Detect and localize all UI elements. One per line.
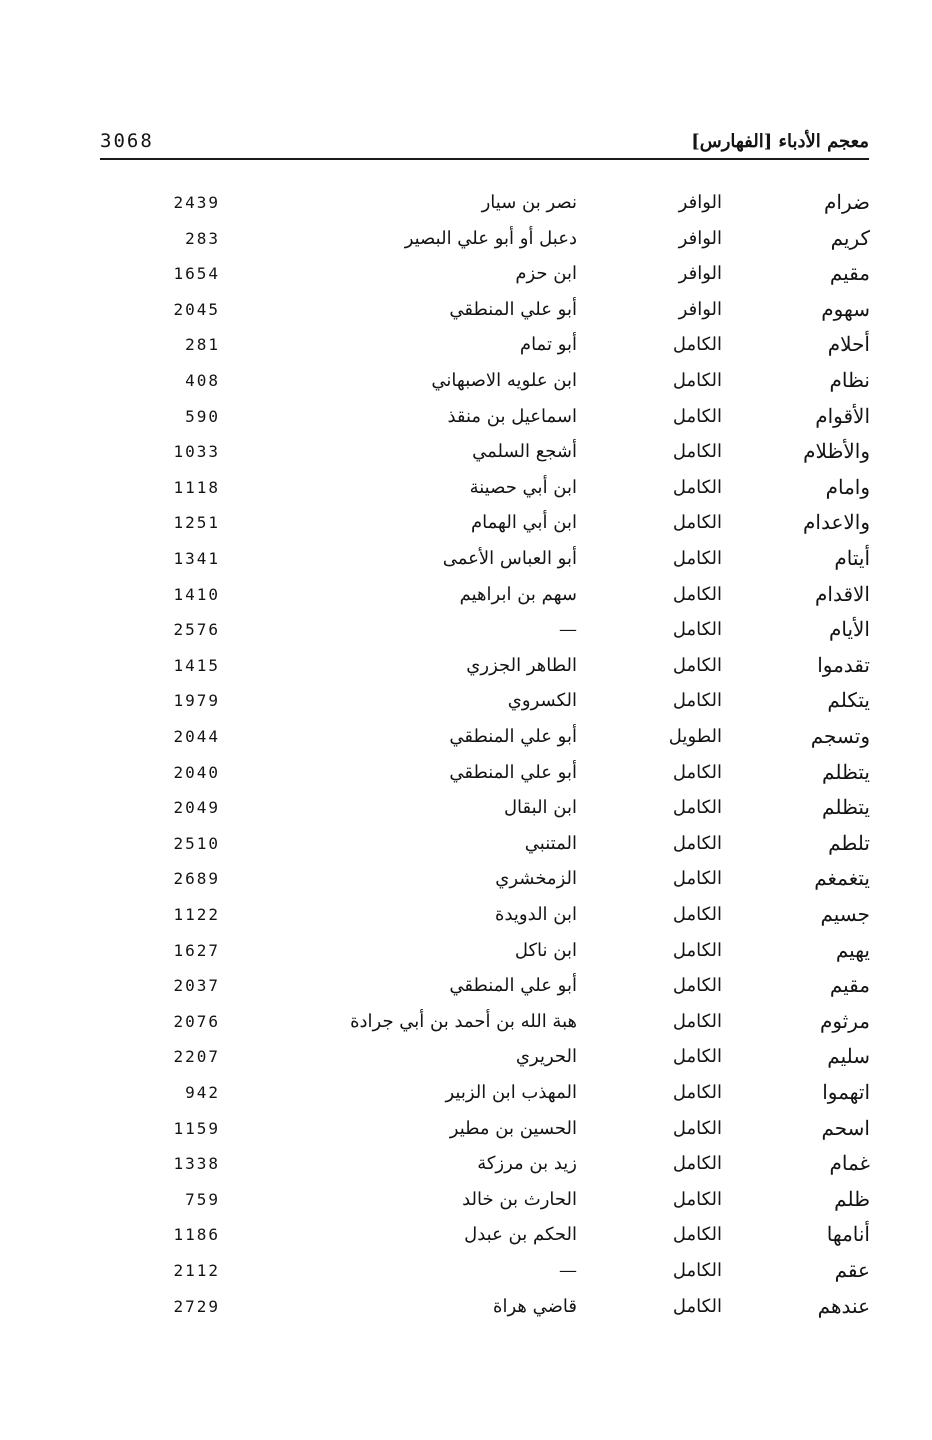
poet-name: دعبل أو أبو علي البصير (404, 227, 577, 249)
table-row (0, 1182, 932, 1217)
rhyme-word: والأظلام (803, 439, 870, 464)
rhyme-word: ضرام (824, 190, 870, 214)
poet-name: قاضي هراة (493, 1295, 577, 1317)
meter-name: الكامل (672, 797, 722, 819)
meter-name: الكامل (672, 654, 722, 676)
rhyme-word: يتكلم (827, 688, 870, 713)
poet-name: زيد بن مرزكة (477, 1153, 577, 1175)
meter-name: الوافر (678, 263, 722, 285)
page-ref: 590 (185, 406, 220, 426)
poet-name: ابن حزم (515, 263, 577, 285)
rhyme-word: الاقدام (815, 581, 870, 606)
meter-name: الكامل (672, 761, 722, 783)
page-ref: 1627 (173, 940, 220, 960)
page-ref: 1410 (173, 584, 220, 604)
table-row (0, 470, 932, 505)
meter-name: الكامل (672, 1224, 722, 1246)
poet-name: أبو تمام (519, 334, 577, 356)
meter-name: الكامل (672, 512, 722, 534)
page-ref: 283 (185, 228, 220, 248)
meter-name: الكامل (672, 1117, 722, 1139)
rhyme-word: تقدموا (817, 652, 870, 677)
meter-name: الكامل (672, 832, 722, 854)
page-ref: 1033 (173, 442, 220, 462)
meter-name: الكامل (672, 1046, 722, 1068)
meter-name: الكامل (672, 1188, 722, 1210)
rhyme-word: نظام (829, 368, 870, 392)
meter-name: الكامل (672, 939, 722, 961)
table-row (0, 1111, 932, 1146)
poet-name: ابن البقال (503, 797, 577, 819)
poet-name: المهذب ابن الزبير (445, 1082, 577, 1103)
rhyme-word: سهوم (821, 296, 870, 321)
rhyme-word: أنامها (826, 1222, 870, 1247)
rhyme-word: مرثوم (819, 1008, 870, 1033)
page-ref: 2576 (173, 620, 220, 640)
meter-name: الكامل (672, 690, 722, 712)
page-number: 3068 (100, 130, 154, 152)
rhyme-word: الأقوام (815, 403, 870, 428)
poet-name: أشجع السلمي (472, 441, 577, 463)
table-row (0, 327, 932, 362)
table-row (0, 612, 932, 647)
table-row (0, 1253, 932, 1288)
meter-name: الوافر (678, 298, 722, 320)
poet-name: سهم بن ابراهيم (459, 583, 577, 605)
page-ref: 1122 (173, 905, 220, 924)
page-ref: 2040 (173, 762, 220, 782)
rhyme-word: عقم (834, 1258, 870, 1282)
rhyme-word: يتظلم (822, 759, 870, 784)
page-ref: 2689 (173, 869, 220, 889)
rhyme-word: ظلم (834, 1186, 870, 1211)
meter-name: الكامل (672, 370, 722, 391)
poet-name: الحكم بن عبدل (464, 1224, 577, 1246)
meter-name: الكامل (672, 334, 722, 356)
poet-name: الزمخشري (495, 868, 577, 890)
meter-name: الكامل (672, 619, 722, 641)
poet-name: المتنبي (524, 832, 577, 854)
page-ref: 759 (185, 1189, 220, 1209)
page-ref: 1979 (173, 691, 220, 711)
table-row (0, 399, 932, 434)
page-ref: 1341 (173, 549, 220, 568)
poet-name: ابن علويه الاصبهاني (431, 370, 577, 391)
table-row (0, 683, 932, 718)
meter-name: الكامل (672, 975, 722, 997)
table-row (0, 933, 932, 968)
poet-name: ابن أبي الهمام (471, 512, 577, 534)
rhyme-word: مقيم (829, 261, 870, 286)
poet-name: ابن أبي حصينة (469, 476, 577, 498)
page-ref: 1186 (173, 1225, 220, 1245)
rhyme-word: مقيم (829, 973, 870, 998)
meter-name: الكامل (672, 868, 722, 890)
poet-name: أبو علي المنطقي (449, 298, 577, 320)
table-row (0, 363, 932, 398)
page-ref: 2076 (173, 1011, 220, 1031)
table-row (0, 221, 932, 256)
meter-name: الكامل (672, 1153, 722, 1175)
table-row (0, 861, 932, 896)
table-row (0, 719, 932, 754)
page-ref: 2439 (173, 193, 220, 212)
poet-name: اسماعيل بن منقذ (447, 405, 577, 427)
meter-name: الكامل (672, 476, 722, 498)
table-row (0, 1289, 932, 1324)
page-ref: 1159 (173, 1118, 220, 1138)
page-ref: 281 (185, 335, 220, 355)
poet-name: أبو علي المنطقي (449, 726, 577, 747)
poet-name: أبو علي المنطقي (449, 761, 577, 783)
running-title: معجم الأدباء [الفهارس] (691, 131, 869, 152)
table-row (0, 541, 932, 576)
table-row (0, 505, 932, 540)
meter-name: الكامل (672, 548, 722, 569)
rhyme-word: يتغمغم (814, 866, 870, 891)
meter-name: الكامل (672, 904, 722, 925)
rhyme-word: سليم (827, 1044, 870, 1069)
meter-name: الكامل (672, 441, 722, 463)
table-row (0, 1075, 932, 1110)
poet-name: الحسين بن مطير (449, 1117, 577, 1139)
rhyme-word: يتظلم (822, 795, 870, 820)
rhyme-word: والاعدام (803, 510, 870, 535)
page-ref: 2112 (173, 1261, 220, 1280)
rhyme-word: أحلام (827, 332, 870, 357)
poet-name: نصر بن سيار (481, 192, 577, 213)
meter-name: الوافر (678, 192, 722, 213)
rhyme-word: جسيم (820, 902, 870, 926)
poet-name: أبو العباس الأعمى (442, 548, 577, 569)
table-row (0, 256, 932, 291)
meter-name: الوافر (678, 227, 722, 249)
page-ref: 2049 (173, 798, 220, 818)
poet-name: — (559, 619, 577, 641)
table-row (0, 292, 932, 327)
meter-name: الكامل (672, 1295, 722, 1317)
rhyme-word: تلطم (828, 830, 870, 855)
poet-name: هبة الله بن أحمد بن أبي جرادة (350, 1010, 577, 1032)
page-ref: 2729 (173, 1296, 220, 1316)
page-ref: 2207 (173, 1047, 220, 1067)
page-ref: 942 (185, 1083, 220, 1102)
poet-name: أبو علي المنطقي (449, 975, 577, 997)
meter-name: الطويل (668, 726, 722, 747)
table-row (0, 1146, 932, 1181)
poet-name: الحريري (515, 1046, 577, 1068)
rhyme-word: عندهم (817, 1293, 870, 1318)
poet-name: — (559, 1260, 577, 1281)
table-row (0, 897, 932, 932)
page-ref: 2044 (173, 727, 220, 746)
table-row (0, 755, 932, 790)
rhyme-word: وامام (825, 474, 870, 499)
table-row (0, 790, 932, 825)
poet-name: ابن ناكل (514, 939, 577, 961)
rhyme-word: اتهموا (822, 1080, 870, 1104)
page-ref: 1338 (173, 1154, 220, 1174)
page-ref: 2037 (173, 976, 220, 996)
poet-name: الكسروي (507, 690, 577, 712)
page-ref: 1251 (173, 513, 220, 533)
rhyme-word: يهيم (835, 937, 870, 962)
table-row (0, 434, 932, 469)
page-ref: 408 (185, 371, 220, 390)
table-row (0, 648, 932, 683)
page-ref: 1654 (173, 264, 220, 284)
meter-name: الكامل (672, 1260, 722, 1281)
poet-name: ابن الدويدة (495, 904, 577, 925)
table-row (0, 1004, 932, 1039)
table-row (0, 826, 932, 861)
table-row (0, 1039, 932, 1074)
poet-name: الطاهر الجزري (466, 654, 577, 676)
rhyme-word: غمام (829, 1151, 870, 1176)
page-ref: 1118 (173, 477, 220, 497)
page-ref: 1415 (173, 655, 220, 675)
rhyme-word: الأيام (828, 617, 870, 642)
rhyme-word: أيتام (834, 546, 870, 570)
page-ref: 2045 (173, 299, 220, 319)
table-row (0, 185, 932, 220)
poet-name: الحارث بن خالد (462, 1188, 577, 1210)
rhyme-word: وتسجم (810, 724, 870, 748)
meter-name: الكامل (672, 405, 722, 427)
table-row (0, 577, 932, 612)
meter-name: الكامل (672, 583, 722, 605)
rhyme-word: كريم (830, 225, 870, 250)
page-ref: 2510 (173, 833, 220, 853)
meter-name: الكامل (672, 1082, 722, 1103)
rhyme-word: اسحم (821, 1115, 870, 1140)
table-row (0, 1217, 932, 1252)
table-row (0, 968, 932, 1003)
meter-name: الكامل (672, 1010, 722, 1032)
